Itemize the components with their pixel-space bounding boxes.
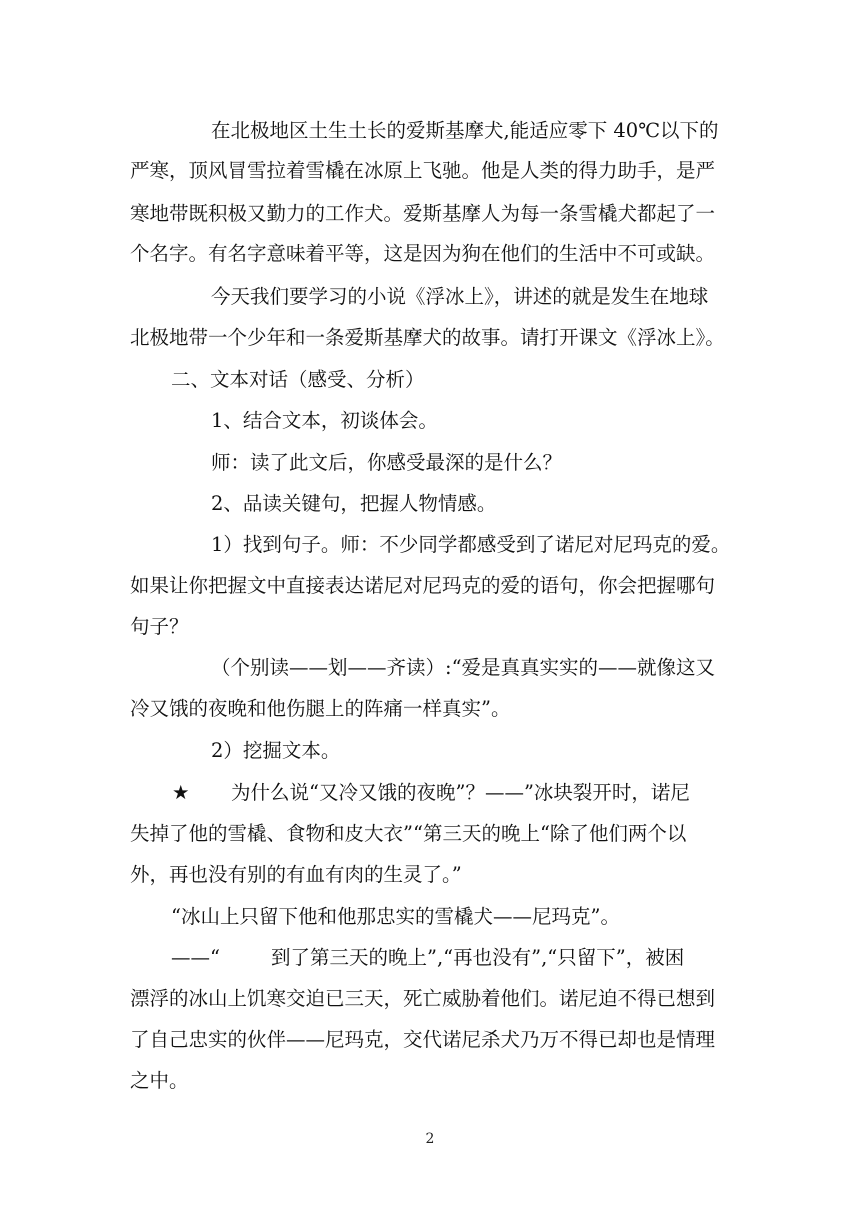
text-line: 为什么说“又冷又饿的夜晚”？——”冰块裂开时，诺尼 <box>231 781 690 804</box>
text-line: 在北极地区土生土长的爱斯基摩犬,能适应零下 40℃以下的 <box>211 119 719 142</box>
text-line: 严寒，顶风冒雪拉着雪橇在冰原上飞驰。他是人类的得力助手，是严 <box>130 159 716 182</box>
text-line: 北极地带一个少年和一条爱斯基摩犬的故事。请打开课文《浮冰上》。 <box>130 326 725 349</box>
star-icon: ★ <box>172 781 190 804</box>
text-line: 到了第三天的晚上”,“再也没有”,“只留下”，被困 <box>271 946 685 969</box>
text-line: 寒地带既积极又勤力的工作犬。爱斯基摩人为每一条雪橇犬都起了一 <box>130 202 716 225</box>
text-line: 之中。 <box>130 1069 189 1092</box>
teacher-question: 师：读了此文后，你感受最深的是什么？ <box>211 451 563 474</box>
list-item: 1、结合文本，初谈体会。 <box>211 409 438 432</box>
text-line: 句子？ <box>130 615 189 638</box>
list-item: 2、品读关键句，把握人物情感。 <box>211 492 497 515</box>
text-line: 失掉了他的雪橇、食物和皮大衣”“第三天的晚上“除了他们两个以 <box>130 822 687 845</box>
text-line: 1）找到句子。师：不少同学都感受到了诺尼对尼玛克的爱。 <box>211 533 731 556</box>
page-number: 2 <box>425 1131 435 1147</box>
text-line: 今天我们要学习的小说《浮冰上》，讲述的就是发生在地球 <box>211 285 709 308</box>
text-line: 漂浮的冰山上饥寒交迫已三天，死亡威胁着他们。诺尼迫不得已想到 <box>130 987 716 1010</box>
text-line: 冷又饿的夜晚和他伤腿上的阵痛一样真实”。 <box>130 697 511 720</box>
text-line: （个别读——划——齐读）:“爱是真真实实的——就像这又 <box>211 656 716 679</box>
text-line: 外，再也没有别的有血有肉的生灵了。” <box>130 863 462 886</box>
text-line: 了自己忠实的伙伴——尼玛克，交代诺尼杀犬乃万不得已却也是情理 <box>130 1028 716 1051</box>
text-line: “冰山上只留下他和他那忠实的雪橇犬——尼玛克”。 <box>171 905 620 928</box>
text-line: 个名字。有名字意味着平等，这是因为狗在他们的生活中不可或缺。 <box>130 242 716 265</box>
section-heading: 二、文本对话（感受、分析） <box>171 368 425 391</box>
list-item: 2）挖掘文本。 <box>211 739 341 762</box>
text-line: 如果让你把握文中直接表达诺尼对尼玛克的爱的语句，你会把握哪句 <box>130 574 716 597</box>
text-line: ——“ <box>171 946 220 969</box>
